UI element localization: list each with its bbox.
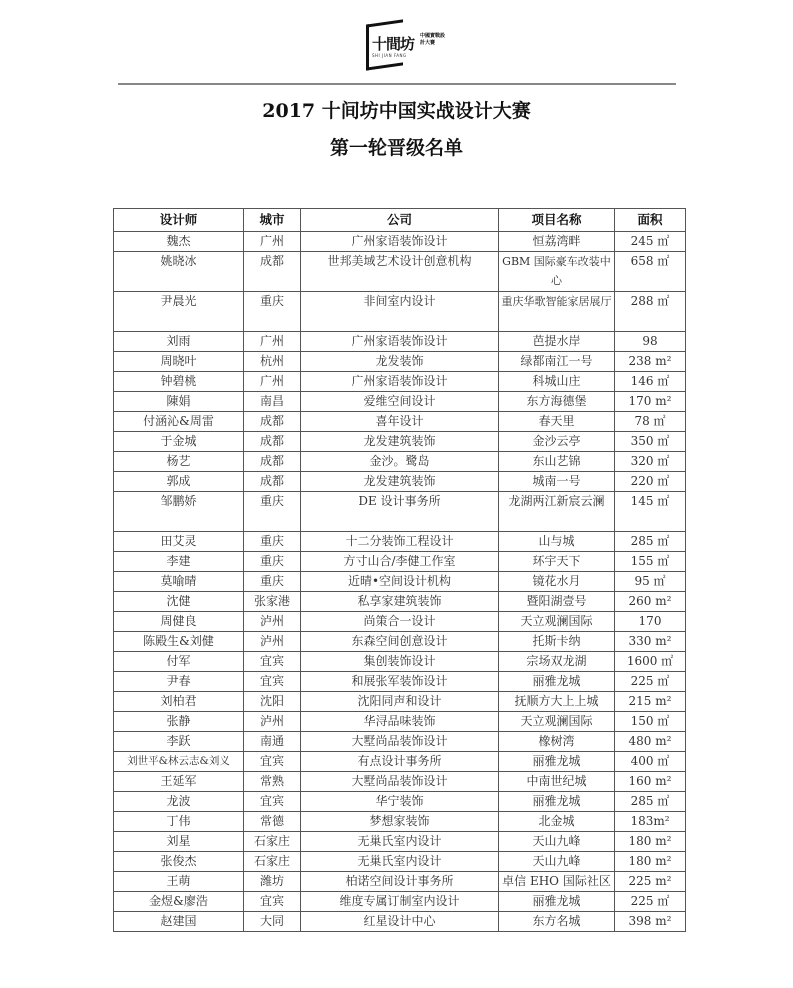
cell-city: 成都 xyxy=(244,412,301,432)
table-row xyxy=(114,732,686,752)
cell-project: 绿都南江一号 xyxy=(499,352,615,372)
cell-designer: 姚晓冰 xyxy=(114,252,244,292)
cell-company: 方寸山合/李健工作室 xyxy=(301,552,499,572)
cell-city: 成都 xyxy=(244,252,301,292)
cell-designer: 邹鹏娇 xyxy=(114,492,244,532)
table-row xyxy=(114,772,686,792)
table-row xyxy=(114,292,686,332)
cell-city: 泸州 xyxy=(244,712,301,732)
cell-area: 350 ㎡ xyxy=(615,432,686,452)
table-row xyxy=(114,892,686,912)
table-row xyxy=(114,792,686,812)
cell-project: 天立观澜国际 xyxy=(499,612,615,632)
logo-mark: 十間坊 xyxy=(372,35,415,53)
cell-city: 大同 xyxy=(244,912,301,932)
cell-city: 成都 xyxy=(244,432,301,452)
table-row xyxy=(114,872,686,892)
cell-area: 225 ㎡ xyxy=(615,672,686,692)
cell-area: 180 m² xyxy=(615,832,686,852)
cell-company: 十二分装饰工程设计 xyxy=(301,532,499,552)
cell-area: 480 m² xyxy=(615,732,686,752)
table-row xyxy=(114,632,686,652)
cell-city: 张家港 xyxy=(244,592,301,612)
cell-area: 400 ㎡ xyxy=(615,752,686,772)
cell-project: 中南世纪城 xyxy=(499,772,615,792)
cell-company: 维度专属订制室内设计 xyxy=(301,892,499,912)
column-header-project: 项目名称 xyxy=(499,209,615,232)
cell-area: 225 m² xyxy=(615,872,686,892)
cell-area: 260 m² xyxy=(615,592,686,612)
table-row xyxy=(114,852,686,872)
qualifiers-table xyxy=(113,208,686,932)
table-row xyxy=(114,412,686,432)
cell-designer: 沈健 xyxy=(114,592,244,612)
cell-city: 南昌 xyxy=(244,392,301,412)
cell-project: 北金城 xyxy=(499,812,615,832)
table-row xyxy=(114,492,686,532)
cell-company: 和展张军装饰设计 xyxy=(301,672,499,692)
cell-project: 天立观澜国际 xyxy=(499,712,615,732)
cell-city: 泸州 xyxy=(244,612,301,632)
cell-area: 95 ㎡ xyxy=(615,572,686,592)
cell-area: 160 m² xyxy=(615,772,686,792)
cell-project: 丽雅龙城 xyxy=(499,672,615,692)
cell-area: 98 xyxy=(615,332,686,352)
cell-project: 芭提水岸 xyxy=(499,332,615,352)
cell-company: DE 设计事务所 xyxy=(301,492,499,532)
table-row xyxy=(114,912,686,932)
table-row xyxy=(114,232,686,252)
cell-company: 大墅尚品装饰设计 xyxy=(301,772,499,792)
table-row xyxy=(114,832,686,852)
cell-city: 重庆 xyxy=(244,552,301,572)
cell-designer: 周晓叶 xyxy=(114,352,244,372)
cell-area: 155 ㎡ xyxy=(615,552,686,572)
cell-area: 285 ㎡ xyxy=(615,532,686,552)
table-row xyxy=(114,812,686,832)
cell-city: 重庆 xyxy=(244,292,301,332)
cell-designer: 莫喻晴 xyxy=(114,572,244,592)
table-row xyxy=(114,672,686,692)
cell-area: 220 ㎡ xyxy=(615,472,686,492)
page-subtitle: 第一轮晋级名单 xyxy=(329,137,463,159)
cell-project: 金沙云亭 xyxy=(499,432,615,452)
cell-area: 1600 ㎡ xyxy=(615,652,686,672)
cell-company: 尚策合一设计 xyxy=(301,612,499,632)
page-title: 2017 十间坊中国实战设计大赛 xyxy=(262,100,531,122)
cell-company: 喜年设计 xyxy=(301,412,499,432)
cell-city: 石家庄 xyxy=(244,832,301,852)
cell-project: 东山艺锦 xyxy=(499,452,615,472)
cell-project: 重庆华歌智能家居展厅 xyxy=(499,292,615,332)
cell-company: 沈阳同声和设计 xyxy=(301,692,499,712)
cell-city: 广州 xyxy=(244,232,301,252)
cell-city: 重庆 xyxy=(244,532,301,552)
cell-project: 丽雅龙城 xyxy=(499,892,615,912)
cell-company: 无巢氏室内设计 xyxy=(301,832,499,852)
cell-city: 宜宾 xyxy=(244,752,301,772)
cell-city: 潍坊 xyxy=(244,872,301,892)
column-header-company: 公司 xyxy=(301,209,499,232)
cell-company: 华浔品味装饰 xyxy=(301,712,499,732)
cell-project: 东方名城 xyxy=(499,912,615,932)
cell-company: 龙发建筑装饰 xyxy=(301,432,499,452)
cell-area: 78 ㎡ xyxy=(615,412,686,432)
cell-company: 红星设计中心 xyxy=(301,912,499,932)
table-row xyxy=(114,372,686,392)
cell-city: 宜宾 xyxy=(244,892,301,912)
table-row xyxy=(114,472,686,492)
cell-area: 180 m² xyxy=(615,852,686,872)
cell-project: 东方海德堡 xyxy=(499,392,615,412)
cell-designer: 赵建国 xyxy=(114,912,244,932)
table-row xyxy=(114,712,686,732)
cell-area: 145 ㎡ xyxy=(615,492,686,532)
table-row xyxy=(114,432,686,452)
cell-designer: 付涵沁&周雷 xyxy=(114,412,244,432)
table-row xyxy=(114,252,686,292)
cell-project: 丽雅龙城 xyxy=(499,792,615,812)
cell-project: 环宇天下 xyxy=(499,552,615,572)
table-header-row xyxy=(114,209,686,232)
table-row xyxy=(114,592,686,612)
cell-area: 225 ㎡ xyxy=(615,892,686,912)
cell-designer: 田艾灵 xyxy=(114,532,244,552)
cell-company: 爱维空间设计 xyxy=(301,392,499,412)
cell-project: 恒荔湾畔 xyxy=(499,232,615,252)
cell-designer: 刘星 xyxy=(114,832,244,852)
column-header-area: 面积 xyxy=(615,209,686,232)
cell-project: 镜花水月 xyxy=(499,572,615,592)
cell-area: 170 m² xyxy=(615,392,686,412)
cell-area: 150 ㎡ xyxy=(615,712,686,732)
cell-designer: 杨艺 xyxy=(114,452,244,472)
cell-designer: 刘雨 xyxy=(114,332,244,352)
cell-designer: 丁伟 xyxy=(114,812,244,832)
cell-designer: 尹春 xyxy=(114,672,244,692)
cell-designer: 刘世平&林云志&刘义 xyxy=(114,752,244,772)
table-row xyxy=(114,532,686,552)
cell-designer: 李建 xyxy=(114,552,244,572)
cell-city: 沈阳 xyxy=(244,692,301,712)
cell-project: 龙湖两江新宸云澜 xyxy=(499,492,615,532)
cell-designer: 郭成 xyxy=(114,472,244,492)
cell-city: 常德 xyxy=(244,812,301,832)
cell-city: 重庆 xyxy=(244,572,301,592)
cell-company: 近晴•空间设计机构 xyxy=(301,572,499,592)
cell-designer: 王延军 xyxy=(114,772,244,792)
cell-city: 宜宾 xyxy=(244,792,301,812)
cell-company: 广州家语装饰设计 xyxy=(301,332,499,352)
cell-area: 245 ㎡ xyxy=(615,232,686,252)
cell-company: 有点设计事务所 xyxy=(301,752,499,772)
cell-city: 宜宾 xyxy=(244,652,301,672)
cell-company: 广州家语装饰设计 xyxy=(301,372,499,392)
cell-company: 金沙。鹭岛 xyxy=(301,452,499,472)
cell-project: 春天里 xyxy=(499,412,615,432)
table-row xyxy=(114,452,686,472)
table-body xyxy=(114,232,686,932)
cell-area: 170 xyxy=(615,612,686,632)
cell-city: 石家庄 xyxy=(244,852,301,872)
cell-designer: 魏杰 xyxy=(114,232,244,252)
cell-area: 285 ㎡ xyxy=(615,792,686,812)
cell-area: 320 ㎡ xyxy=(615,452,686,472)
cell-company: 集创装饰设计 xyxy=(301,652,499,672)
cell-company: 东森空间创意设计 xyxy=(301,632,499,652)
cell-designer: 王萌 xyxy=(114,872,244,892)
cell-project: GBM 国际豪车改装中心 xyxy=(499,252,615,292)
cell-project: 暨阳湖壹号 xyxy=(499,592,615,612)
cell-city: 广州 xyxy=(244,372,301,392)
cell-city: 广州 xyxy=(244,332,301,352)
cell-area: 238 m² xyxy=(615,352,686,372)
cell-project: 丽雅龙城 xyxy=(499,752,615,772)
cell-project: 天山九峰 xyxy=(499,832,615,852)
logo-english: SHI JIAN FANG xyxy=(372,53,407,58)
table-row xyxy=(114,692,686,712)
cell-designer: 张俊杰 xyxy=(114,852,244,872)
cell-company: 华宁装饰 xyxy=(301,792,499,812)
cell-designer: 尹晨光 xyxy=(114,292,244,332)
cell-designer: 钟碧桃 xyxy=(114,372,244,392)
table-row xyxy=(114,392,686,412)
cell-company: 大墅尚品装饰设计 xyxy=(301,732,499,752)
table-row xyxy=(114,552,686,572)
cell-area: 183m² xyxy=(615,812,686,832)
cell-project: 橡树湾 xyxy=(499,732,615,752)
cell-designer: 金煜&廖浩 xyxy=(114,892,244,912)
cell-company: 私享家建筑装饰 xyxy=(301,592,499,612)
cell-area: 398 m² xyxy=(615,912,686,932)
cell-designer: 龙波 xyxy=(114,792,244,812)
cell-area: 215 m² xyxy=(615,692,686,712)
cell-project: 天山九峰 xyxy=(499,852,615,872)
cell-designer: 刘柏君 xyxy=(114,692,244,712)
cell-area: 658 ㎡ xyxy=(615,252,686,292)
cell-company: 龙发装饰 xyxy=(301,352,499,372)
cell-designer: 周健良 xyxy=(114,612,244,632)
table-row xyxy=(114,352,686,372)
logo-subtitle: 中國實戰設計大賽 xyxy=(420,33,446,46)
cell-designer: 陈殿生&刘健 xyxy=(114,632,244,652)
table-row xyxy=(114,612,686,632)
cell-city: 常熟 xyxy=(244,772,301,792)
cell-company: 龙发建筑装饰 xyxy=(301,472,499,492)
table-row xyxy=(114,752,686,772)
cell-project: 山与城 xyxy=(499,532,615,552)
cell-designer: 付军 xyxy=(114,652,244,672)
cell-project: 卓信 EHO 国际社区 xyxy=(499,872,615,892)
cell-designer: 于金城 xyxy=(114,432,244,452)
cell-area: 288 ㎡ xyxy=(615,292,686,332)
table-row xyxy=(114,652,686,672)
cell-project: 宗场双龙湖 xyxy=(499,652,615,672)
cell-company: 柏诺空间设计事务所 xyxy=(301,872,499,892)
column-header-city: 城市 xyxy=(244,209,301,232)
cell-city: 南通 xyxy=(244,732,301,752)
cell-designer: 李跃 xyxy=(114,732,244,752)
cell-designer: 张静 xyxy=(114,712,244,732)
column-header-designer: 设计师 xyxy=(114,209,244,232)
table-row xyxy=(114,572,686,592)
cell-city: 重庆 xyxy=(244,492,301,532)
cell-designer: 陳娟 xyxy=(114,392,244,412)
cell-city: 杭州 xyxy=(244,352,301,372)
cell-company: 广州家语装饰设计 xyxy=(301,232,499,252)
cell-area: 146 ㎡ xyxy=(615,372,686,392)
cell-city: 宜宾 xyxy=(244,672,301,692)
competition-logo xyxy=(360,16,450,70)
cell-company: 非间室内设计 xyxy=(301,292,499,332)
cell-project: 托斯卡纳 xyxy=(499,632,615,652)
cell-project: 城南一号 xyxy=(499,472,615,492)
cell-city: 泸州 xyxy=(244,632,301,652)
cell-company: 无巢氏室内设计 xyxy=(301,852,499,872)
cell-city: 成都 xyxy=(244,452,301,472)
cell-project: 科城山庄 xyxy=(499,372,615,392)
header-divider xyxy=(118,83,676,85)
table-row xyxy=(114,332,686,352)
cell-city: 成都 xyxy=(244,472,301,492)
cell-company: 梦想家装饰 xyxy=(301,812,499,832)
cell-company: 世邦美域艺术设计创意机构 xyxy=(301,252,499,292)
cell-area: 330 m² xyxy=(615,632,686,652)
cell-project: 抚顺方大上上城 xyxy=(499,692,615,712)
